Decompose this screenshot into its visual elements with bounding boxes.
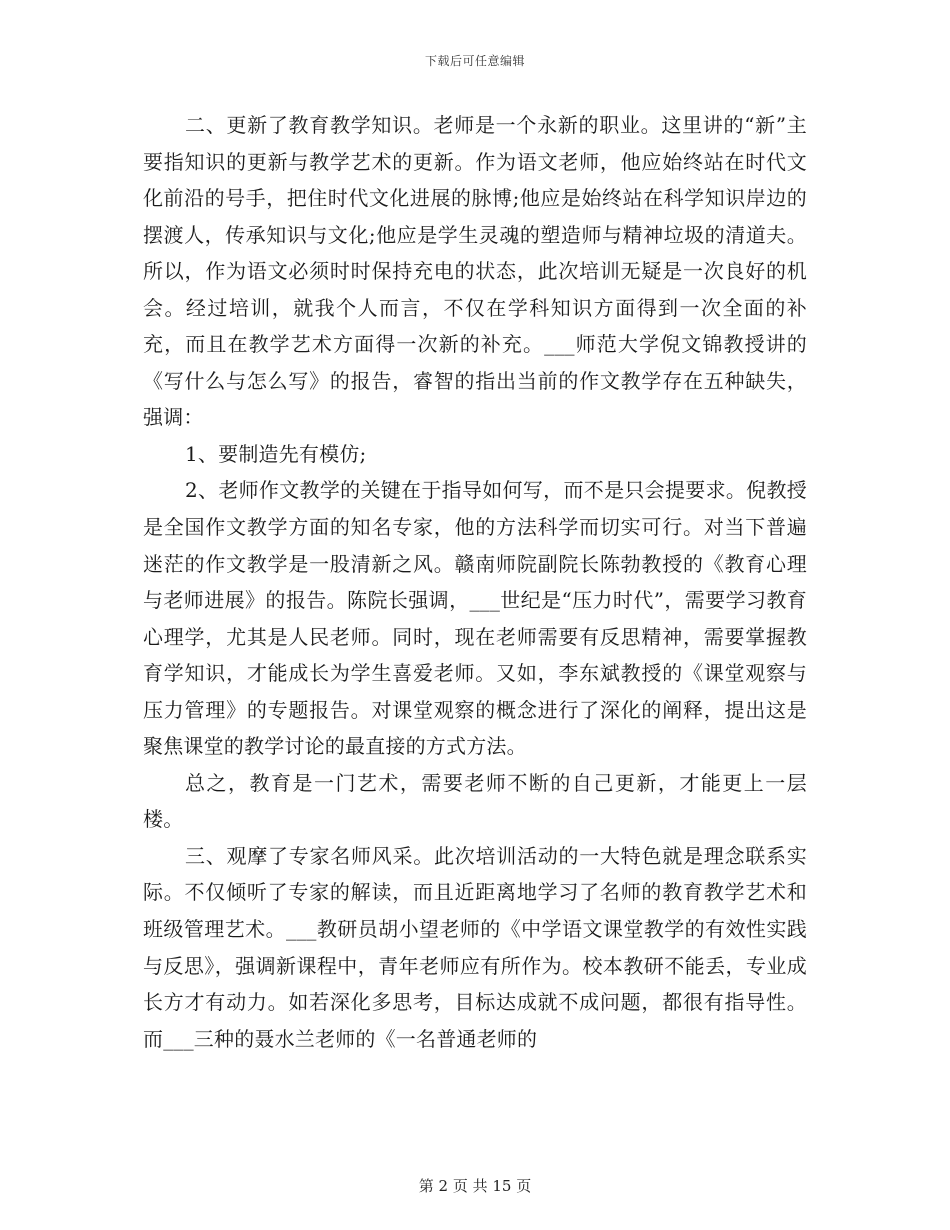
paragraph-point-1: 1、要制造先有模仿; bbox=[185, 441, 367, 466]
page-header: 下载后可任意编辑 bbox=[424, 54, 525, 68]
page-number: 第 2 页 共 15 页 bbox=[418, 1177, 532, 1195]
paragraph-expert-observation: 三、观摩了专家名师风采。此次培训活动的一大特色就是理念联系实际。不仅倾听了专家的解读，而且近距离地学习了名师的教育教学艺术和班级管理艺术。___教研员胡小望老师的《中学语文课堂教学的有效性实践与反思》，强调新课程中，青年老师应有所作为。校本教研不能丢，专业成长方才有动力。如若深化多思考，目标达成就不成问题，都很有指导性。而___三种的聂水兰老师的《一名普通老师的 bbox=[143, 843, 807, 1051]
document-body bbox=[143, 107, 807, 1057]
paragraph-summary: 总之，教育是一门艺术，需要老师不断的自己更新，才能更上一层楼。 bbox=[143, 770, 807, 832]
paragraph-knowledge-update: 二、更新了教育教学知识。老师是一个永新的职业。这里讲的“新”主要指知识的更新与教学艺术的更新。作为语文老师，他应始终站在时代文化前沿的号手，把住时代文化进展的脉博;他应是始终站在科学知识岸边的摆渡人，传承知识与文化;他应是学生灵魂的塑造师与精神垃圾的清道夫。所以，作为语文必须时时保持充电的状态，此次培训无疑是一次良好的机会。经过培训，就我个人而言，不仅在学科知识方面得到一次全面的补充，而且在教学艺术方面得一次新的补充。___师范大学倪文锦教授讲的《写什么与怎么写》的报告，睿智的指出当前的作文教学存在五种缺失，强调： bbox=[143, 113, 807, 430]
paragraph-point-2: 2、老师作文教学的关键在于指导如何写，而不是只会提要求。倪教授是全国作文教学方面的知名专家，他的方法科学而切实可行。对当下普遍迷茫的作文教学是一股清新之风。赣南师院副院长陈勃教授的《教育心理与老师进展》的报告。陈院长强调，___世纪是“压力时代”，需要学习教育心理学，尤其是人民老师。同时，现在老师需要有反思精神，需要掌握教育学知识，才能成长为学生喜爱老师。又如，李东斌教授的《课堂观察与压力管理》的专题报告。对课堂观察的概念进行了深化的阐释，提出这是聚焦课堂的教学讨论的最直接的方式方法。 bbox=[143, 478, 807, 759]
